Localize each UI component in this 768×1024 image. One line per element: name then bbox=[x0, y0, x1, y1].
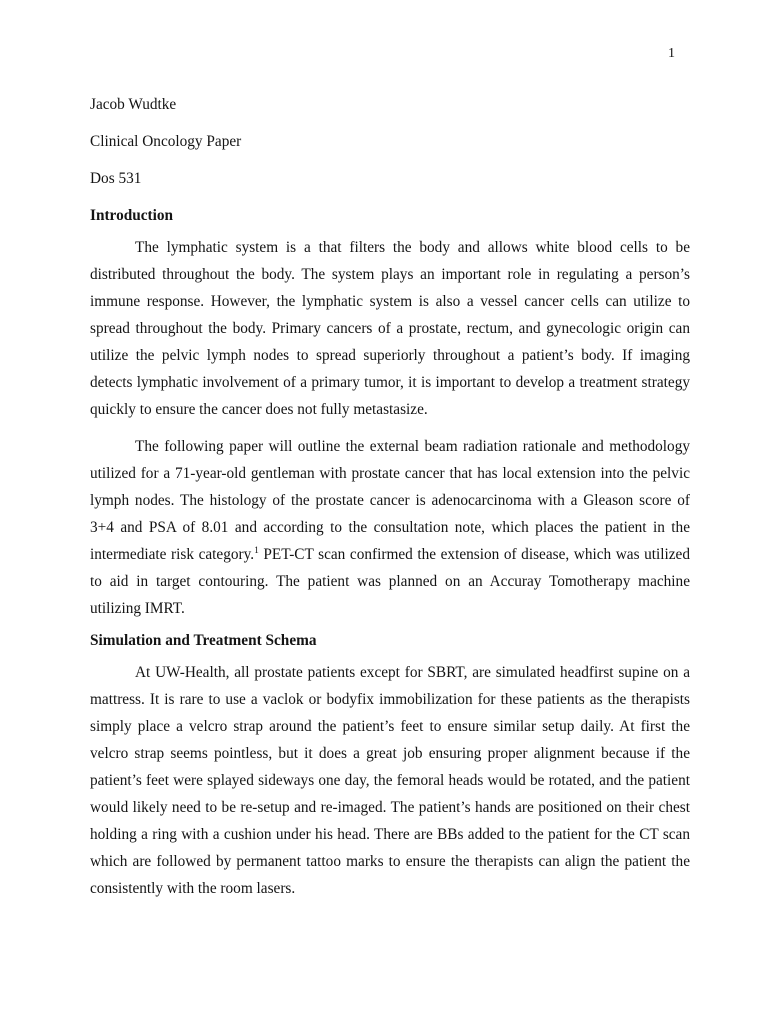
paragraph-line: lymph nodes. The histology of the prostate cancer is adenocarcinoma with a Gleason score of bbox=[90, 492, 690, 509]
paragraph-line: velcro strap seems pointless, but it does a great job ensuring proper alignment because if the bbox=[90, 745, 690, 762]
section-heading-introduction: Introduction bbox=[90, 207, 174, 224]
paragraph-line: At UW-Health, all prostate patients except for SBRT, are simulated headfirst supine on a bbox=[135, 664, 690, 681]
paragraph-line: mattress. It is rare to use a vaclok or bodyfix immobilization for these patients as the therapists bbox=[90, 691, 690, 708]
section-heading-simulation: Simulation and Treatment Schema bbox=[90, 632, 317, 649]
intro-paragraph-2 bbox=[90, 433, 690, 622]
page-number: 1 bbox=[668, 46, 675, 61]
paragraph-line: simply place a velcro strap around the patient’s feet to ensure similar setup daily. At first the bbox=[90, 718, 690, 735]
paragraph-line: to aid in target contouring. The patient was planned on an Accuray Tomotherapy machine bbox=[90, 573, 690, 590]
paragraph-line: The lymphatic system is a that filters the body and allows white blood cells to be bbox=[135, 239, 690, 256]
paragraph-line: which are followed by permanent tattoo marks to ensure the therapists can align the patient the bbox=[90, 853, 690, 870]
line-text: PET-CT scan confirmed the extension of disease, which was utilized bbox=[258, 546, 690, 563]
paragraph-line: spread throughout the body. Primary cancers of a prostate, rectum, and gynecologic origin can bbox=[90, 320, 690, 337]
paragraph-line: utilize the pelvic lymph nodes to spread superiorly throughout a patient’s body. If imaging bbox=[90, 347, 690, 364]
paragraph-line: immune response. However, the lymphatic system is also a vessel cancer cells can utilize to bbox=[90, 293, 690, 310]
citation-superscript: 1 bbox=[254, 546, 259, 556]
paragraph-line: consistently with the room lasers. bbox=[90, 880, 296, 897]
paragraph-line-with-citation bbox=[90, 541, 690, 568]
line-text: intermediate risk category. bbox=[90, 546, 255, 563]
paragraph-line: holding a ring with a cushion under his head. There are BBs added to the patient for the CT scan bbox=[90, 826, 690, 843]
paragraph-line: would likely need to be re-setup and re-imaged. The patient’s hands are positioned on their chest bbox=[90, 799, 690, 816]
paragraph-line: distributed throughout the body. The system plays an important role in regulating a person’s bbox=[90, 266, 690, 283]
paragraph-line: utilized for a 71-year-old gentleman with prostate cancer that has local extension into the pelvic bbox=[90, 465, 690, 482]
intro-paragraph-1 bbox=[90, 234, 690, 423]
paragraph-line: patient’s feet were splayed sideways one day, the femoral heads would be rotated, and the patient bbox=[90, 772, 690, 789]
simulation-paragraph-1 bbox=[90, 659, 690, 902]
paragraph-line: quickly to ensure the cancer does not fully metastasize. bbox=[90, 401, 428, 418]
paragraph-line: The following paper will outline the external beam radiation rationale and methodology bbox=[135, 438, 690, 455]
paragraph-line: detects lymphatic involvement of a primary tumor, it is important to develop a treatment strategy bbox=[90, 374, 690, 391]
course-code: Dos 531 bbox=[90, 170, 142, 187]
document-body bbox=[90, 86, 690, 902]
paper-title: Clinical Oncology Paper bbox=[90, 133, 242, 150]
paragraph-line: 3+4 and PSA of 8.01 and according to the consultation note, which places the patient in the bbox=[90, 519, 690, 536]
paragraph-line: utilizing IMRT. bbox=[90, 600, 185, 617]
author-name: Jacob Wudtke bbox=[90, 96, 177, 113]
